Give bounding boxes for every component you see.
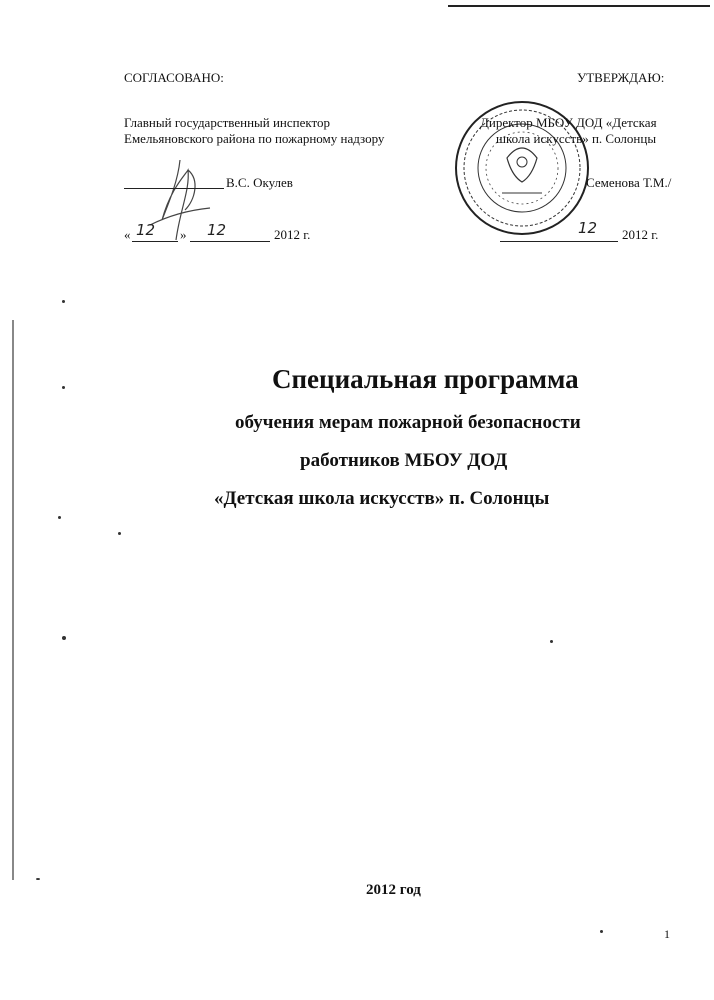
- inspector-date-year: 2012 г.: [274, 227, 311, 242]
- inspector-date-day: 12: [136, 221, 156, 239]
- scan-speck: [62, 636, 66, 640]
- approve-heading: УТВЕРЖДАЮ:: [577, 70, 665, 85]
- director-position-line1: Директор МБОУ ДОД «Детская: [480, 115, 657, 130]
- scan-speck: [550, 640, 553, 643]
- inspector-date-close-quote: »: [180, 227, 187, 242]
- inspector-date-open-quote: «: [124, 227, 131, 242]
- document-subtitle-line1: обучения мерам пожарной безопасности: [235, 412, 581, 433]
- inspector-position-line1: Главный государственный инспектор: [124, 115, 331, 130]
- director-date-year: 2012 г.: [622, 227, 659, 242]
- inspector-signature: [140, 150, 270, 250]
- scan-speck: [62, 300, 65, 303]
- director-date-month: 12: [578, 219, 598, 237]
- document-subtitle-line3: «Детская школа искусств» п. Солонцы: [214, 488, 550, 509]
- inspector-date-month-line: [190, 241, 270, 242]
- inspector-date-day-line: [132, 241, 178, 242]
- scan-speck: [600, 930, 603, 933]
- document-title: Специальная программа: [272, 364, 579, 394]
- scan-speck: [62, 386, 65, 389]
- document-year: 2012 год: [366, 882, 421, 898]
- inspector-position-line2: Емельяновского района по пожарному надзору: [124, 131, 385, 146]
- director-position-line2: школа искусств» п. Солонцы: [496, 131, 657, 146]
- document-subtitle-line2: работников МБОУ ДОД: [300, 450, 508, 471]
- scan-top-line: [448, 5, 710, 7]
- page-number: 1: [664, 927, 670, 941]
- inspector-signature-line: [124, 188, 224, 189]
- inspector-name: В.С. Окулев: [226, 175, 293, 190]
- inspector-date-month: 12: [207, 221, 227, 239]
- director-date-day-line: [500, 241, 556, 242]
- scan-speck: [36, 878, 40, 880]
- scan-left-edge: [12, 320, 14, 880]
- director-date-month-line: [556, 241, 618, 242]
- scan-speck: [58, 516, 61, 519]
- scan-speck: [118, 532, 121, 535]
- agreed-heading: СОГЛАСОВАНО:: [124, 70, 224, 85]
- director-name: Семенова Т.М./: [586, 175, 672, 190]
